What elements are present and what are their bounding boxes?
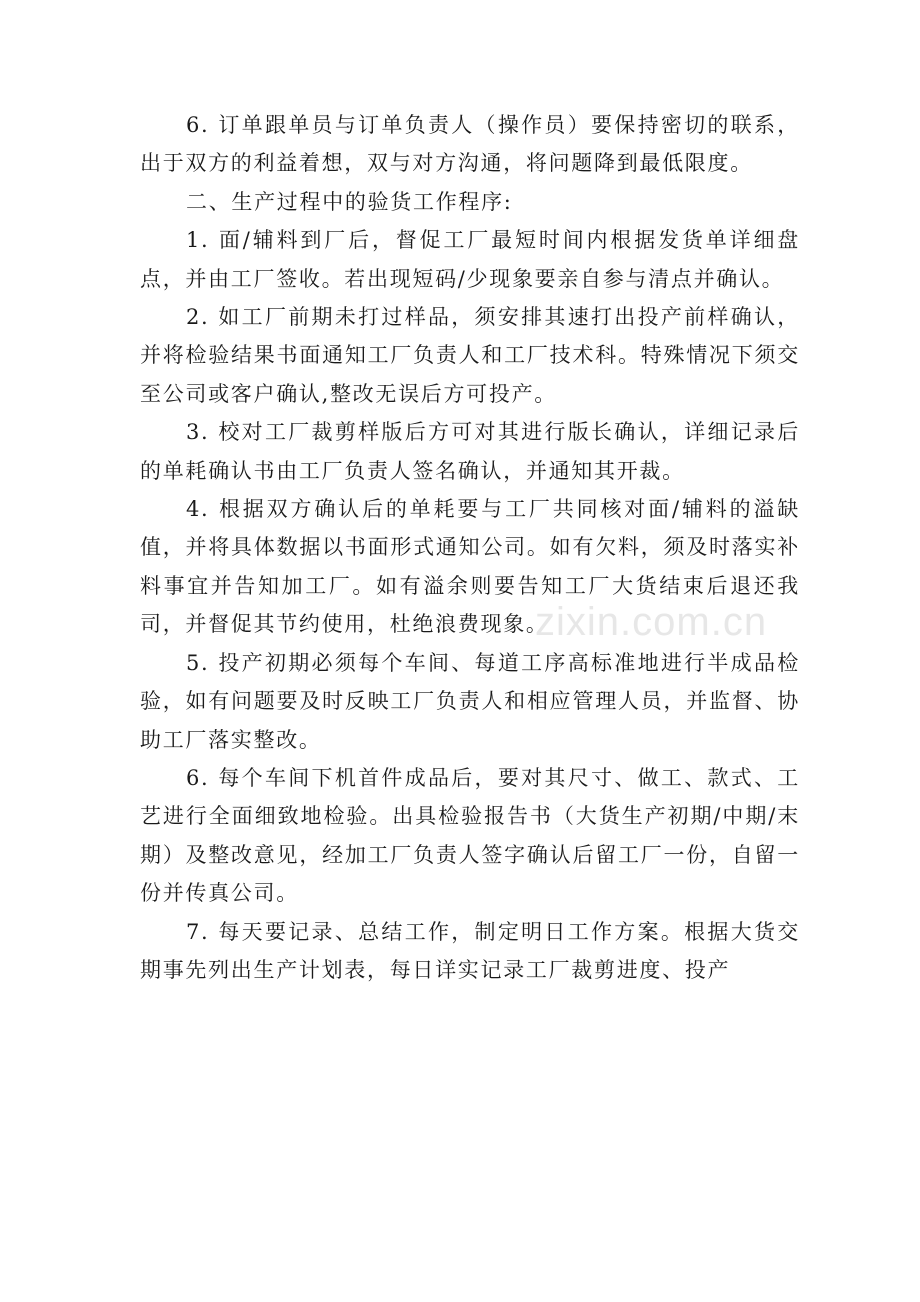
paragraph-item-4-consumption: 4. 根据双方确认后的单耗要与工厂共同核对面/辅料的溢缺值，并将具体数据以书面形式通知公司。如有欠料，须及时落实补料事宜并告知加工厂。如有溢余则要告知工厂大货结束后退还我司，并督促其节约使用，杜绝浪费现象。 <box>140 497 800 637</box>
paragraph-item-7-daily-record: 7. 每天要记录、总结工作，制定明日工作方案。根据大货交期事先列出生产计划表，每日详实记录工厂裁剪进度、投产 <box>140 919 800 982</box>
watermark-text: zixin.com.cn <box>535 600 768 644</box>
paragraph-item-5-initial-inspection: 5. 投产初期必须每个车间、每道工序高标准地进行半成品检验，如有问题要及时反映工厂负责人和相应管理人员，并监督、协助工厂落实整改。 <box>140 650 800 752</box>
paragraph-item-6-first-piece: 6. 每个车间下机首件成品后，要对其尺寸、做工、款式、工艺进行全面细致地检验。出具检验报告书（大货生产初期/中期/末期）及整改意见，经加工厂负责人签字确认后留工厂一份，自留一份并传真公司。 <box>140 765 800 906</box>
paragraph-item-2-samples: 2. 如工厂前期未打过样品，须安排其速打出投产前样确认，并将检验结果书面通知工厂负责人和工厂技术科。特殊情况下须交至公司或客户确认,整改无误后方可投产。 <box>140 305 800 406</box>
paragraph-item-6-liaison: 6. 订单跟单员与订单负责人（操作员）要保持密切的联系，出于双方的利益着想，双与对方沟通，将问题降到最低限度。 <box>140 113 800 176</box>
section-heading-inspection-procedure: 二、生产过程中的验货工作程序: <box>186 189 513 214</box>
paragraph-item-1-materials: 1. 面/辅料到厂后，督促工厂最短时间内根据发货单详细盘点，并由工厂签收。若出现短码/少现象要亲自参与清点并确认。 <box>140 228 800 291</box>
paragraph-item-3-cutting: 3. 校对工厂裁剪样版后方可对其进行版长确认，详细记录后的单耗确认书由工厂负责人签名确认，并通知其开裁。 <box>140 420 800 483</box>
document-body <box>140 106 800 989</box>
